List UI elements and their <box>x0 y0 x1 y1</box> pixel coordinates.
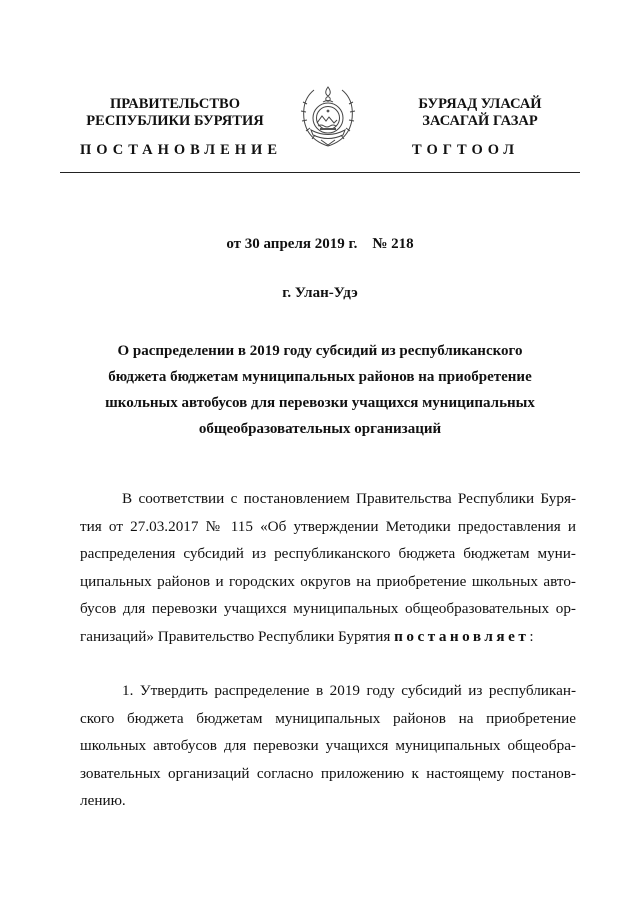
issuer-left-line-2: РЕСПУБЛИКИ БУРЯТИЯ <box>86 113 264 129</box>
title-line: О распределении в 2019 году субсидий из республиканского <box>117 343 523 359</box>
preamble-paragraph <box>80 485 576 650</box>
paragraph-line: ского бюджета бюджетам муниципальных районов на приобретение <box>80 709 576 727</box>
item-1-paragraph <box>80 677 576 815</box>
header-divider <box>60 172 580 173</box>
paragraph-line: распределения субсидий из республиканского бюджета бюджетам муни- <box>80 545 576 562</box>
paragraph-line-start: ганизаций» Правительство Республики Бурятия <box>80 627 395 645</box>
title-line: бюджета бюджетам муниципальных районов на приобретение <box>108 369 532 385</box>
title-line: общеобразовательных организаций <box>198 421 442 437</box>
issuer-right-line-2: ЗАСАГАЙ ГАЗАР <box>422 113 538 129</box>
paragraph-line: 1. Утвердить распределение в 2019 году субсидий из республикан- <box>122 682 576 699</box>
issuer-left <box>60 96 290 130</box>
decree-type-left: ПОСТАНОВЛЕНИЕ <box>80 142 283 158</box>
issuer-left-line-1: ПРАВИТЕЛЬСТВО <box>110 96 240 112</box>
paragraph-line: ципальных районов и городских округов на приобретение школьных авто- <box>80 572 576 590</box>
document-title <box>90 338 550 442</box>
coat-of-arms-buryatia-icon <box>297 84 359 150</box>
decree-date-number: от 30 апреля 2019 г. № 218 <box>226 236 414 252</box>
paragraph-line: бусов для перевозки учащихся муниципальных общеобразовательных ор- <box>80 600 576 617</box>
paragraph-line: зовательных организаций согласно приложению к настоящему постанов- <box>80 764 576 782</box>
decree-verb: постановляет <box>394 627 530 645</box>
paragraph-line: В соответствии с постановлением Правительства Республики Буря- <box>122 490 576 507</box>
paragraph-line-end: : <box>529 627 534 645</box>
title-line: школьных автобусов для перевозки учащихся муниципальных <box>105 395 535 411</box>
paragraph-line: тия от 27.03.2017 № 115 «Об утверждении Методики предоставления и <box>80 517 576 535</box>
issuer-right-line-1: БУРЯАД УЛАСАЙ <box>418 96 542 112</box>
paragraph-line: школьных автобусов для перевозки учащихся муниципальных общеобра- <box>80 737 576 754</box>
issuer-right <box>380 96 580 130</box>
decree-city: г. Улан-Удэ <box>282 285 358 301</box>
decree-type-right: ТОГТООЛ <box>412 142 520 158</box>
paragraph-line: лению. <box>80 792 126 809</box>
paragraph-line <box>80 623 576 651</box>
